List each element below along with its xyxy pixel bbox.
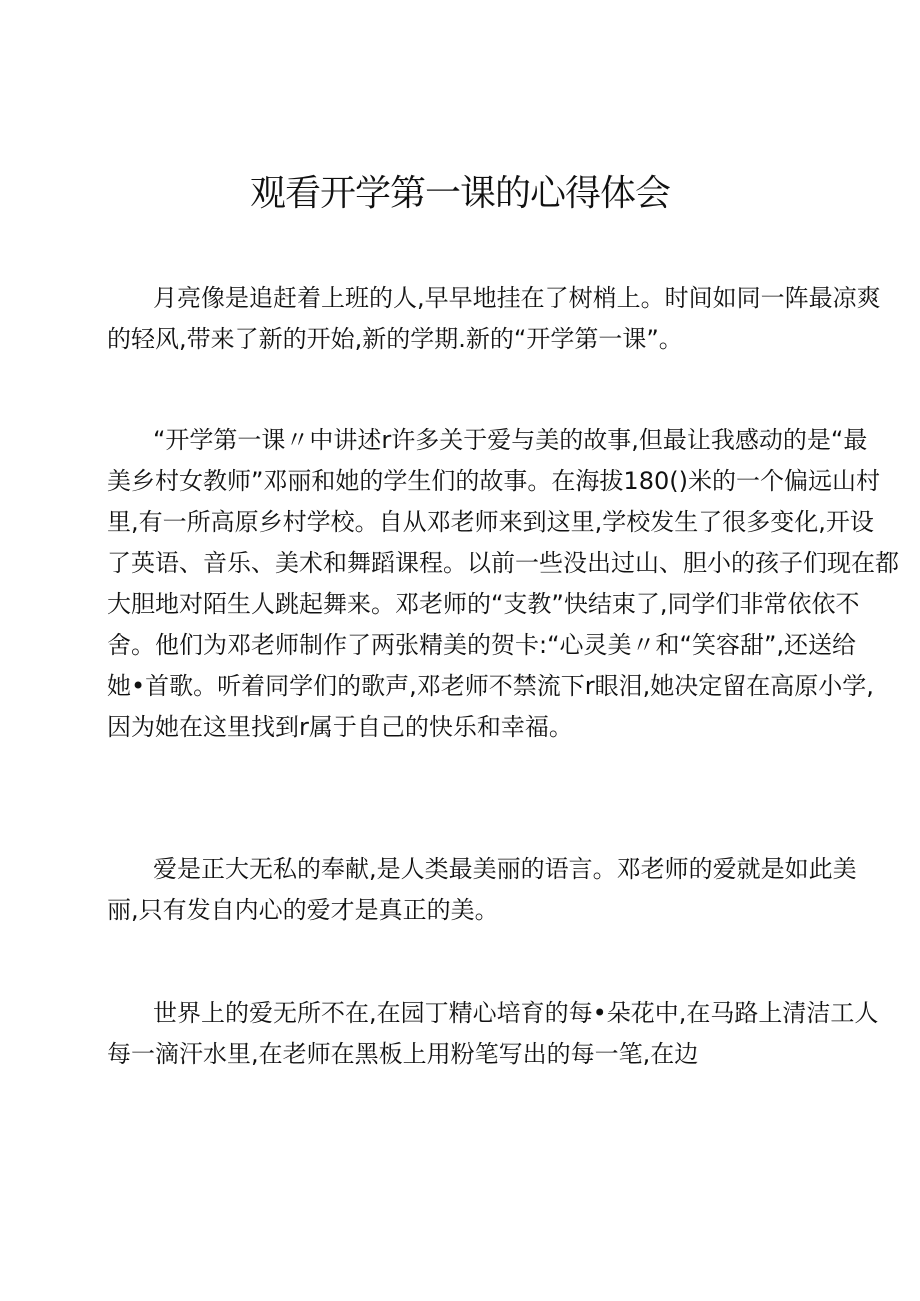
paragraph-line: 的轻风,带来了新的开始,新的学期.新的“开学第一课”。: [107, 325, 683, 353]
paragraph-line: “开学第一课〃中讲述r许多关于爱与美的故事,但最让我感动的是“最: [153, 426, 868, 454]
paragraph-3: [107, 849, 857, 931]
paragraph-4: [107, 993, 879, 1075]
paragraph-line: 美乡村女教师”邓丽和她的学生们的故事。在海拔180()米的一个偏远山村: [107, 467, 880, 495]
paragraph-line: 大胆地对陌生人跳起舞来。邓老师的“支教”快结束了,同学们非常依依不: [107, 590, 860, 618]
paragraph-line: 爱是正大无私的奉献,是人类最美丽的语言。邓老师的爱就是如此美: [153, 855, 857, 883]
paragraph-line: 每一滴汗水里,在老师在黑板上用粉笔写出的每一笔,在边: [107, 1040, 699, 1068]
paragraph-line: 丽,只有发自内心的爱才是真正的美。: [107, 896, 499, 924]
paragraph-line: 因为她在这里找到r属于自己的快乐和幸福。: [107, 713, 573, 741]
paragraph-2: [107, 420, 899, 748]
paragraph-line: 里,有一所高原乡村学校。自从邓老师来到这里,学校发生了很多变化,开设: [107, 508, 874, 536]
paragraph-line: 了英语、音乐、美术和舞蹈课程。以前一些没出过山、胆小的孩子们现在都: [107, 549, 899, 577]
paragraph-line: 舍。他们为邓老师制作了两张精美的贺卡:“心灵美〃和“笑容甜”,还送给: [107, 631, 857, 659]
document-title: 观看开学第一课的心得体会: [249, 173, 670, 214]
paragraph-line: 月亮像是追赶着上班的人,早早地挂在了树梢上。时间如同一阵最凉爽: [153, 284, 881, 312]
paragraph-1: [107, 278, 881, 360]
paragraph-line: 她•首歌。听着同学们的歌声,邓老师不禁流下r眼泪,她决定留在高原小学,: [107, 672, 874, 700]
paragraph-line: 世界上的爱无所不在,在园丁精心培育的每•朵花中,在马路上清洁工人: [153, 999, 879, 1027]
